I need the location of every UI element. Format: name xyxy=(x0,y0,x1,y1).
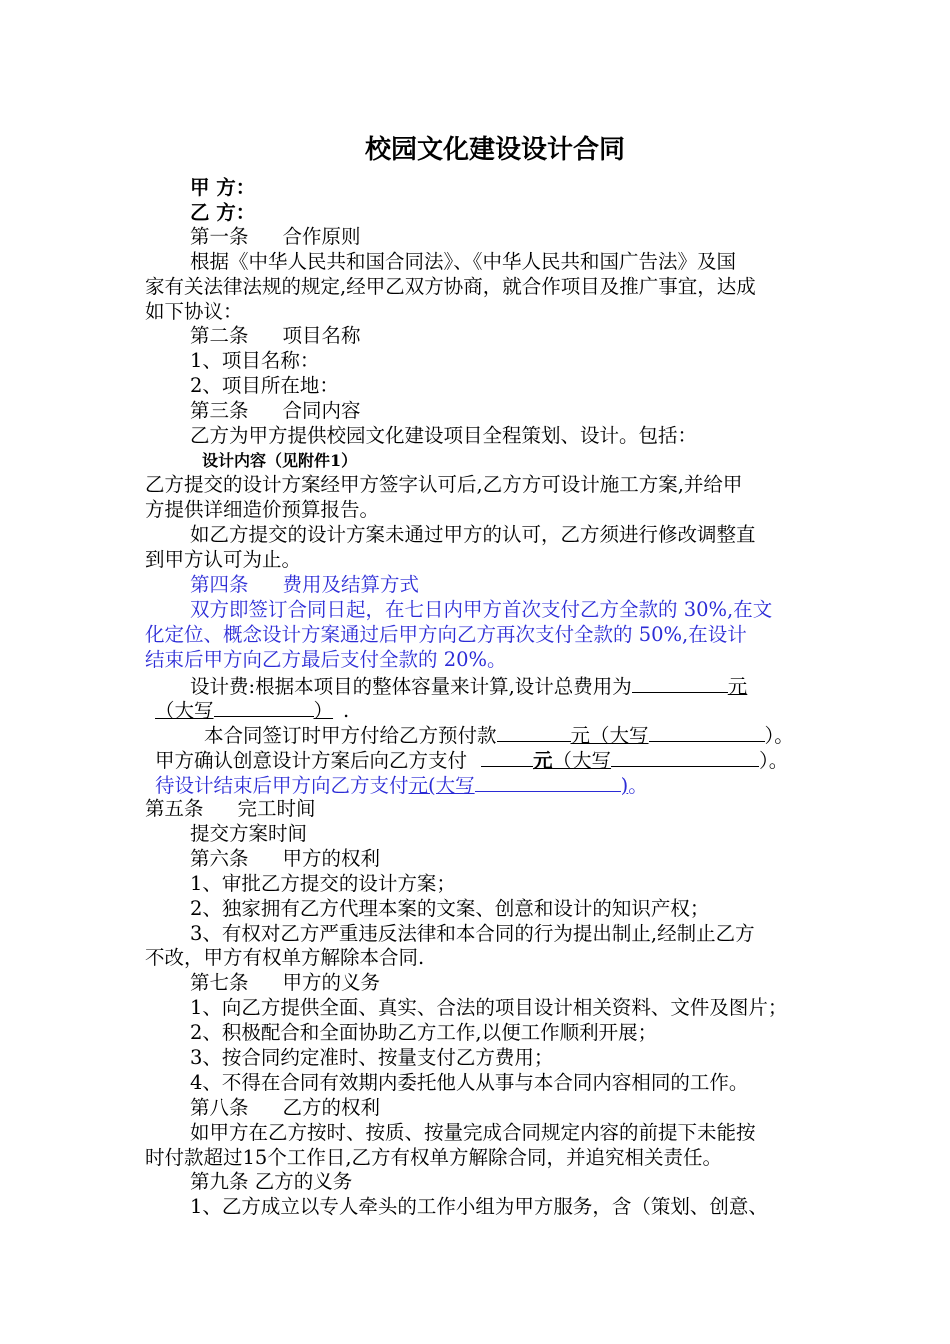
final-payment-end: 。 xyxy=(628,774,648,797)
article-6-heading xyxy=(190,847,380,871)
paragraph-line: 乙方为甲方提供校园文化建设项目全程策划、设计。包括： xyxy=(190,424,698,447)
attachment-note: 设计内容（见附件1） xyxy=(202,451,358,470)
fee-yuan: 元 xyxy=(727,675,748,698)
final-payment-close: ) xyxy=(620,774,629,797)
design-fee-daxie-line xyxy=(155,697,349,723)
paragraph-line: 如甲方在乙方按时、按质、按量完成合同规定内容的前提下未能按 xyxy=(190,1121,756,1144)
paragraph-line: 如下协议： xyxy=(145,300,243,323)
paragraph-line: 双方即签订合同日起，在七日内甲方首次支付乙方全款的 30%,在文 xyxy=(190,598,773,621)
article-4-heading xyxy=(190,573,419,597)
article-number: 第八条 xyxy=(190,1096,249,1119)
article-title: 甲方的义务 xyxy=(282,971,381,994)
prepayment-yuan: 元（大写 xyxy=(570,724,649,747)
prepayment-text: 本合同签订时甲方付给乙方预付款 xyxy=(204,724,497,747)
article-title: 合同内容 xyxy=(282,399,361,422)
article-title: 费用及结算方式 xyxy=(282,573,420,596)
article-number: 第五条 xyxy=(145,797,204,820)
paragraph-line: 乙方提交的设计方案经甲方签字认可后,乙方方可设计施工方案,并给甲 xyxy=(145,473,743,496)
second-payment-yuan: 元 xyxy=(533,749,553,772)
article-7-heading xyxy=(190,971,380,995)
paragraph-line: 方提供详细造价预算报告。 xyxy=(145,498,380,521)
article-title: 完工时间 xyxy=(237,797,316,820)
article-8-heading xyxy=(190,1096,380,1120)
paragraph-line: 化定位、概念设计方案通过后甲方向乙方再次支付全款的 50%,在设计 xyxy=(145,623,747,646)
paragraph-line: 结束后甲方向乙方最后支付全款的 20%。 xyxy=(145,648,507,671)
article-number: 第六条 xyxy=(190,847,249,870)
list-item: 3、有权对乙方严重违反法律和本合同的行为提出制止,经制止乙方 xyxy=(190,922,755,945)
article-number: 第一条 xyxy=(190,225,249,248)
second-payment-blank xyxy=(481,747,533,767)
article-number: 第二条 xyxy=(190,324,249,347)
fee-close: ） xyxy=(313,699,334,722)
prepayment-daxie-blank xyxy=(649,722,765,742)
party-a-label: 甲 方： xyxy=(190,176,256,199)
prepayment-blank xyxy=(497,722,571,742)
final-payment-text: 待设计结束后甲方向乙方支付 xyxy=(155,774,409,797)
paragraph-line: 如乙方提交的设计方案未通过甲方的认可，乙方须进行修改调整直 xyxy=(190,523,756,546)
article-title: 项目名称 xyxy=(282,324,361,347)
second-payment-line xyxy=(155,747,788,773)
article-3-heading xyxy=(190,399,361,423)
list-item: 2、项目所在地： xyxy=(190,374,339,397)
paragraph-line: 家有关法律法规的规定,经甲乙双方协商，就合作项目及推广事宜，达成 xyxy=(145,275,756,298)
final-payment-blank xyxy=(475,772,621,792)
list-item-continued: 不改，甲方有权单方解除本合同. xyxy=(145,946,425,969)
second-payment-daxie: （大写 xyxy=(552,749,612,772)
list-item: 2、独家拥有乙方代理本案的文案、创意和设计的知识产权； xyxy=(190,897,710,920)
list-item: 1、审批乙方提交的设计方案； xyxy=(190,872,456,895)
fee-text: 设计费:根据本项目的整体容量来计算,设计总费用为 xyxy=(190,675,632,698)
paragraph-line: 根据《中华人民共和国合同法》、《中华人民共和国广告法》及国 xyxy=(190,250,737,273)
list-item: 4、不得在合同有效期内委托他人从事与本合同内容相同的工作。 xyxy=(190,1071,749,1094)
prepayment-line xyxy=(204,722,794,748)
article-1-heading xyxy=(190,225,361,249)
article-title: 合作原则 xyxy=(282,225,361,248)
second-payment-text: 甲方确认创意设计方案后向乙方支付 xyxy=(155,749,468,772)
list-item: 1、项目名称： xyxy=(190,349,320,372)
list-item: 3、按合同约定准时、按量支付乙方费用； xyxy=(190,1046,554,1069)
fee-dot: . xyxy=(343,699,350,722)
design-fee-line xyxy=(190,673,747,699)
article-number: 第七条 xyxy=(190,971,249,994)
article-number: 第三条 xyxy=(190,399,249,422)
list-item: 2、积极配合和全面协助乙方工作,以便工作顺利开展； xyxy=(190,1021,658,1044)
list-item: 1、乙方成立以专人牵头的工作小组为甲方服务，含（策划、创意、 xyxy=(190,1195,768,1218)
paragraph-line: 时付款超过15个工作日,乙方有权单方解除合同，并追究相关责任。 xyxy=(145,1146,723,1169)
article-5-heading xyxy=(145,797,316,821)
second-payment-daxie-blank xyxy=(611,747,759,767)
article-title: 乙方的权利 xyxy=(282,1096,381,1119)
paragraph-line: 到甲方认可为止。 xyxy=(145,548,302,571)
fee-daxie-blank xyxy=(214,697,314,717)
article-9-heading: 第九条 乙方的义务 xyxy=(190,1170,353,1193)
fee-amount-blank xyxy=(632,673,728,693)
article-title: 甲方的权利 xyxy=(282,847,381,870)
article-number: 第四条 xyxy=(190,573,249,596)
final-payment-yuan: 元(大写 xyxy=(408,774,475,797)
second-payment-end: ）。 xyxy=(759,749,789,772)
party-b-label: 乙 方： xyxy=(190,201,256,224)
list-item: 1、向乙方提供全面、真实、合法的项目设计相关资料、文件及图片； xyxy=(190,996,788,1019)
paragraph-line: 提交方案时间 xyxy=(190,822,308,845)
prepayment-end: ）。 xyxy=(764,724,794,747)
fee-daxie: （大写 xyxy=(155,699,214,722)
document-title: 校园文化建设设计合同 xyxy=(364,135,625,165)
final-payment-line xyxy=(155,772,648,798)
article-2-heading xyxy=(190,324,361,348)
